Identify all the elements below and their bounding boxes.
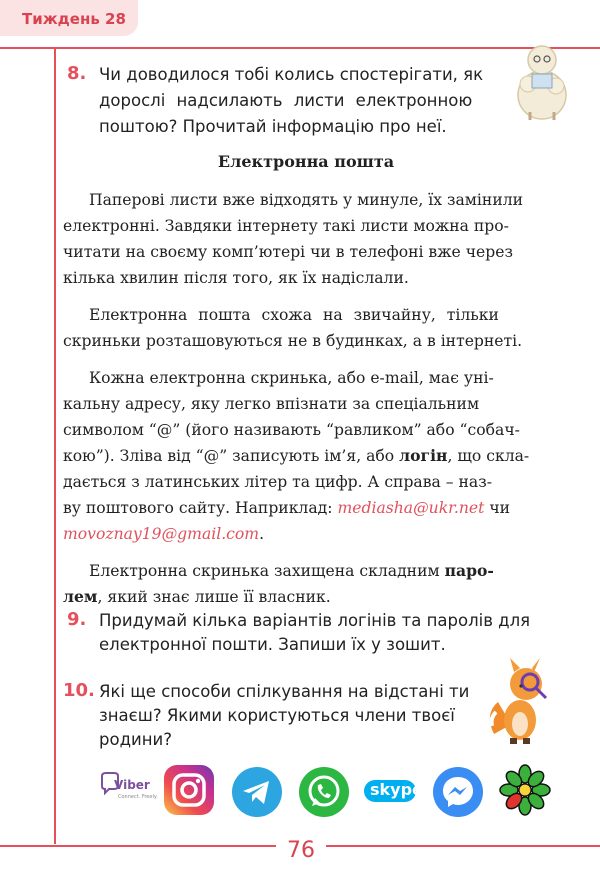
p3-line-4 bbox=[63, 443, 549, 469]
p3-line-4-end: , що скла- bbox=[447, 447, 530, 465]
week-label: Тиждень 28 bbox=[22, 10, 126, 28]
password-term-part-2: лем bbox=[63, 587, 98, 606]
task-8-number: 8. bbox=[67, 63, 87, 84]
p2-line-1: Електронна пошта схожа на звичайну, тільки bbox=[89, 306, 499, 324]
task-10-number: 10. bbox=[63, 680, 95, 701]
p3-line-7 bbox=[63, 521, 549, 547]
top-rule bbox=[0, 47, 600, 49]
skype-label: skype bbox=[370, 780, 423, 799]
p4-line-2 bbox=[63, 584, 549, 610]
p3-line-6-start: ву поштового сайту. Наприклад: bbox=[63, 499, 338, 517]
left-rule bbox=[54, 47, 56, 844]
p4-line-1-start: Електронна скринька захищена складним bbox=[89, 562, 445, 580]
password-term-part-1: паро- bbox=[444, 561, 494, 580]
messenger-icon[interactable] bbox=[432, 766, 484, 818]
article-title: Електронна пошта bbox=[217, 152, 395, 171]
whatsapp-icon[interactable] bbox=[298, 766, 350, 818]
telegram-icon[interactable] bbox=[231, 766, 283, 818]
p3-line-6 bbox=[63, 495, 549, 521]
email-example-2[interactable]: movoznay19@gmail.com bbox=[63, 525, 260, 543]
task-8-line-1: Чи доводилося тобі колись спостерігати, як bbox=[99, 65, 484, 84]
viber-tagline: Connect. Freely. bbox=[118, 794, 158, 800]
task-8-line-3: поштою? Прочитай інформацію про неї. bbox=[99, 117, 447, 136]
fox-illustration bbox=[486, 654, 554, 746]
p4-line-1 bbox=[89, 558, 549, 584]
viber-label: Viber bbox=[114, 778, 150, 792]
p1-line-3: читати на своєму комп’ютері чи в телефоні вже через bbox=[63, 243, 513, 261]
p3-line-3: символом “@” (його називають “равликом” або “собач- bbox=[63, 421, 520, 439]
task-9-number: 9. bbox=[67, 609, 87, 630]
login-term: логін bbox=[399, 446, 448, 465]
task-9-line-2: електронної пошти. Запиши їх у зошит. bbox=[99, 635, 446, 654]
p3-line-7-end: . bbox=[259, 525, 265, 543]
p1-line-2: електронні. Завдяки інтернету такі листи можна про- bbox=[63, 217, 509, 235]
task-10-line-1: Які ще способи спілкування на відстані ти bbox=[99, 682, 470, 701]
task-10-line-3: родини? bbox=[99, 730, 172, 749]
p3-line-4-start: кою”). Зліва від “@” записують ім’я, або bbox=[63, 447, 400, 465]
p1-line-1: Паперові листи вже відходять у минуле, їх замінили bbox=[89, 191, 524, 209]
p3-line-2: кальну адресу, яку легко впізнати за спеціальним bbox=[63, 395, 480, 413]
email-example-1[interactable]: mediasha@ukr.net bbox=[337, 499, 485, 517]
p3-line-1: Кожна електронна скринька, або e-mail, має уні- bbox=[89, 369, 494, 387]
p4-line-2-end: , який знає лише її власник. bbox=[97, 588, 331, 606]
sheep-illustration bbox=[512, 40, 572, 122]
task-8-line-2: дорослі надсилають листи електронною bbox=[99, 91, 473, 110]
p2-line-2: скриньки розташовуються не в будинках, а в інтернеті. bbox=[63, 332, 523, 350]
p3-line-5: дається з латинських літер та цифр. А справа – наз- bbox=[63, 473, 492, 491]
task-10-line-2: знаєш? Якими користуються члени твоєї bbox=[99, 706, 455, 725]
instagram-icon[interactable] bbox=[163, 764, 215, 816]
icq-icon[interactable] bbox=[499, 764, 551, 816]
p1-line-4: кілька хвилин після того, як їх надіслали. bbox=[63, 269, 409, 287]
page-number: 76 bbox=[287, 838, 315, 863]
p3-line-6-end: чи bbox=[484, 499, 511, 517]
task-9-line-1: Придумай кілька варіантів логінів та паролів для bbox=[99, 611, 531, 630]
